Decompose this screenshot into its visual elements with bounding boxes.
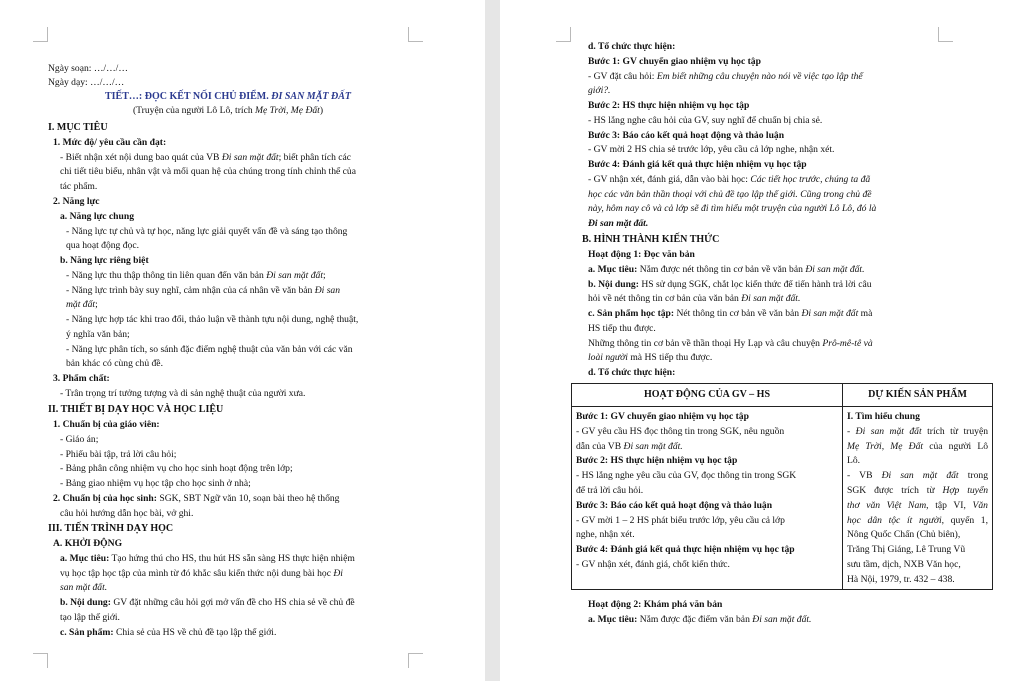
table-header-products: DỰ KIẾN SẢN PHẨM: [843, 384, 993, 407]
cell-text: - GV mời 1 – 2 HS phát biểu trước lớp, yêu cầu cả lớp: [576, 514, 785, 526]
table-cell-activities: [572, 407, 843, 590]
table-header-activities: HOẠT ĐỘNG CỦA GV – HS: [572, 384, 843, 407]
cell-step-2: Bước 2: HS thực hiện nhiệm vụ học tập: [576, 455, 738, 467]
text-line: - Năng lực hợp tác khi trao đổi, thảo luận về thành tựu nội dung, nghệ thuật,: [66, 314, 359, 325]
text-line: - Năng lực trình bày suy nghĩ, cảm nhận của cá nhân về văn bản Đi san: [66, 285, 341, 296]
text-line: mặt đất;: [66, 299, 98, 310]
cell-text: - HS lắng nghe yêu cầu của GV, đọc thông tin trong SGK: [576, 470, 797, 482]
section-process: III. TIẾN TRÌNH DẠY HỌC: [48, 523, 174, 534]
heading-warmup: A. KHỞI ĐỘNG: [53, 538, 123, 549]
cell-heading: I. Tìm hiểu chung: [847, 411, 920, 422]
text-line: 2. Chuẩn bị của học sinh: SGK, SBT Ngữ văn 10, soạn bài theo hệ thống: [53, 493, 340, 504]
text-line: - Giáo án;: [60, 434, 99, 445]
text-line: HS tiếp thu được.: [588, 323, 656, 334]
cell-text: - VB Đi san mặt đất trong: [847, 470, 988, 482]
section-objectives: I. MỤC TIÊU: [48, 122, 108, 133]
table-row: [572, 407, 993, 590]
text-line: - Bảng giao nhiệm vụ học tập cho học sinh ở nhà;: [60, 478, 251, 489]
date-taught: Ngày dạy: …/…/…: [48, 77, 125, 88]
heading-step-3: Bước 3: Báo cáo kết quả hoạt động và thảo luận: [588, 130, 785, 141]
cell-text: Lô.: [847, 455, 861, 467]
crop-mark-top-right: [408, 27, 423, 42]
cell-text: thơ văn Việt Nam, tập VI, Văn: [847, 499, 988, 511]
cell-step-4: Bước 4: Đánh giá kết quả thực hiện nhiệm vụ học tập: [576, 544, 795, 556]
heading-step-1: Bước 1: GV chuyển giao nhiệm vụ học tập: [588, 56, 761, 67]
text-line: a. Mục tiêu: Tạo hứng thú cho HS, thu hút HS sẵn sàng HS thực hiện nhiệm: [60, 553, 355, 564]
text-line: c. Sản phẩm học tập: Nét thông tin cơ bản về văn bản Đi san mặt đất mà: [588, 308, 873, 319]
text-line: - GV mời 2 HS chia sẻ trước lớp, yêu cầu cả lớp nghe, nhận xét.: [588, 144, 835, 155]
cell-text: học dân tộc ít người, quyển 1,: [847, 514, 988, 526]
text-line: - Phiếu bài tập, trả lời câu hỏi;: [60, 449, 177, 460]
text-line: này, hôm nay cô và cả lớp sẽ đi tìm hiểu một truyện của người Lô Lô, đó là: [588, 203, 877, 214]
heading-specific-competence: b. Năng lực riêng biệt: [60, 255, 149, 266]
text-line: Đi san mặt đất.: [588, 218, 649, 229]
activity-table: [571, 383, 993, 590]
text-line: - GV nhận xét, đánh giá, dẫn vào bài học: Các tiết học trước, chúng ta đã: [588, 174, 871, 185]
heading-activity-2: Hoạt động 2: Khám phá văn bản: [588, 599, 723, 610]
text-line: - Trân trọng trí tưởng tượng và di sản nghệ thuật của người xưa.: [60, 388, 306, 399]
heading-teacher-prep: 1. Chuẩn bị của giáo viên:: [53, 419, 160, 430]
heading-activity-1: Hoạt động 1: Đọc văn bản: [588, 249, 695, 260]
crop-mark-top-left: [33, 27, 48, 42]
text-line: vụ học tập học tập của mình từ đó khắc sâu kiến thức nội dung bài học Đi: [60, 568, 343, 579]
cell-text: Mẹ Trời, Mẹ Đất của người Lô: [847, 440, 989, 452]
text-line: c. Sản phẩm: Chia sẻ của HS về chủ đề tạo lập thế giới.: [60, 627, 277, 638]
cell-text: dẫn của VB Đi san mặt đất.: [576, 440, 683, 452]
text-line: a. Mục tiêu: Nắm được đặc điểm văn bản Đi san mặt đất.: [588, 614, 812, 625]
text-line: - HS lắng nghe câu hỏi của GV, suy nghĩ để chuẩn bị chia sẻ.: [588, 115, 823, 126]
date-composed: Ngày soạn: …/…/…: [48, 63, 128, 74]
heading-step-4: Bước 4: Đánh giá kết quả thực hiện nhiệm vụ học tập: [588, 159, 807, 170]
text-line: - Năng lực thu thập thông tin liên quan đến văn bản Đi san mặt đất;: [66, 270, 326, 281]
text-line: bản khác có cùng chủ đề.: [66, 358, 163, 369]
text-line: qua hoạt động đọc.: [66, 240, 140, 251]
crop-mark-top-left: [556, 27, 571, 42]
crop-mark-bottom-left: [33, 653, 48, 668]
text-line: b. Nội dung: HS sử dụng SGK, chắt lọc kiến thức để tiến hành trả lời câu: [588, 279, 872, 290]
text-line: học các văn bản thần thoại với chủ đề tạo lập thế giới. Cũng trong chủ đề: [588, 189, 872, 200]
text-line: - Biết nhận xét nội dung bao quát của VB Đi san mặt đất; biết phân tích các: [60, 152, 352, 163]
cell-text: SGK được trích từ Hợp tuyển: [847, 484, 989, 496]
lesson-title: TIẾT…: ĐỌC KẾT NỐI CHỦ ĐIỂM. ĐI SAN MẶT ĐẤT: [105, 91, 351, 102]
lesson-subtitle: (Truyện của người Lô Lô, trích Mẹ Trời, Mẹ Đất): [132, 105, 324, 116]
heading-step-2: Bước 2: HS thực hiện nhiệm vụ học tập: [588, 100, 750, 111]
table-cell-products: [843, 407, 993, 590]
text-line: - Bảng phân công nhiệm vụ cho học sinh hoạt động trên lớp;: [60, 463, 293, 474]
text-line: - Năng lực phân tích, so sánh đặc điểm nghệ thuật của văn bản với các văn: [66, 344, 353, 355]
heading-competence: 2. Năng lực: [53, 196, 100, 207]
cell-text: nghe, nhận xét.: [576, 529, 635, 541]
cell-step-1: Bước 1: GV chuyển giao nhiệm vụ học tập: [576, 411, 749, 422]
heading-qualities: 3. Phẩm chất:: [53, 373, 110, 384]
text-line: giới?.: [588, 85, 611, 96]
text-line: san mặt đất.: [60, 582, 108, 593]
text-line: a. Mục tiêu: Nắm được nét thông tin cơ bản về văn bản Đi san mặt đất.: [588, 264, 865, 275]
document-page-right: [500, 0, 1018, 681]
cell-text: Trăng Thị Giáng, Lê Trung Vũ: [847, 544, 966, 556]
cell-text: - GV nhận xét, đánh giá, chốt kiến thức.: [576, 558, 730, 570]
heading-organize: d. Tổ chức thực hiện:: [588, 41, 676, 52]
text-line: ý nghĩa văn bản;: [66, 329, 130, 340]
cell-text: Hà Nội, 1979, tr. 432 – 438.: [847, 573, 955, 585]
text-line: - Năng lực tự chủ và tự học, năng lực giải quyết vấn đề và sáng tạo thông: [66, 226, 348, 237]
cell-text: để trả lời câu hỏi.: [576, 484, 644, 496]
text-line: - GV đặt câu hỏi: Em biết những câu chuyện nào nói về việc tạo lập thế: [588, 71, 863, 82]
table-header-row: [572, 384, 993, 407]
text-line: tạo lập thế giới.: [60, 612, 120, 623]
section-equipment: II. THIẾT BỊ DẠY HỌC VÀ HỌC LIỆU: [48, 404, 224, 415]
heading-organize-2: d. Tổ chức thực hiện:: [588, 367, 676, 378]
cell-step-3: Bước 3: Báo cáo kết quả hoạt động và thảo luận: [576, 499, 773, 511]
text-line: b. Nội dung: GV đặt những câu hỏi gợi mở vấn đề cho HS chia sẻ về chủ đề: [60, 597, 355, 608]
text-line: Những thông tin cơ bản về thần thoại Hy Lạp và câu chuyện Prô-mê-tê và: [588, 338, 873, 349]
text-line: loài người mà HS tiếp thu được.: [588, 352, 713, 363]
heading-general-competence: a. Năng lực chung: [60, 211, 134, 222]
cell-text: Nông Quốc Chấn (Chủ biên),: [847, 529, 961, 541]
text-line: câu hỏi hướng dẫn học bài, vở ghi.: [60, 508, 194, 519]
cell-text: sưu tầm, dịch, NXB Văn học,: [847, 558, 961, 570]
crop-mark-bottom-right: [408, 653, 423, 668]
document-page-left: [0, 0, 485, 681]
section-knowledge: B. HÌNH THÀNH KIẾN THỨC: [582, 234, 720, 245]
heading-requirements: 1. Mức độ/ yêu cầu cần đạt:: [53, 137, 167, 148]
text-line: hỏi về nét thông tin cơ bản của văn bản Đi san mặt đất.: [588, 293, 801, 304]
crop-mark-top-right: [938, 27, 953, 42]
cell-text: - GV yêu cầu HS đọc thông tin trong SGK, nêu nguồn: [576, 425, 785, 437]
text-line: tác phẩm.: [60, 181, 98, 192]
text-line: chi tiết tiêu biểu, nhân vật và mối quan hệ của chúng trong tính chỉnh thể của: [60, 166, 356, 177]
cell-text: - Đi san mặt đất trích từ truyện: [847, 425, 988, 437]
